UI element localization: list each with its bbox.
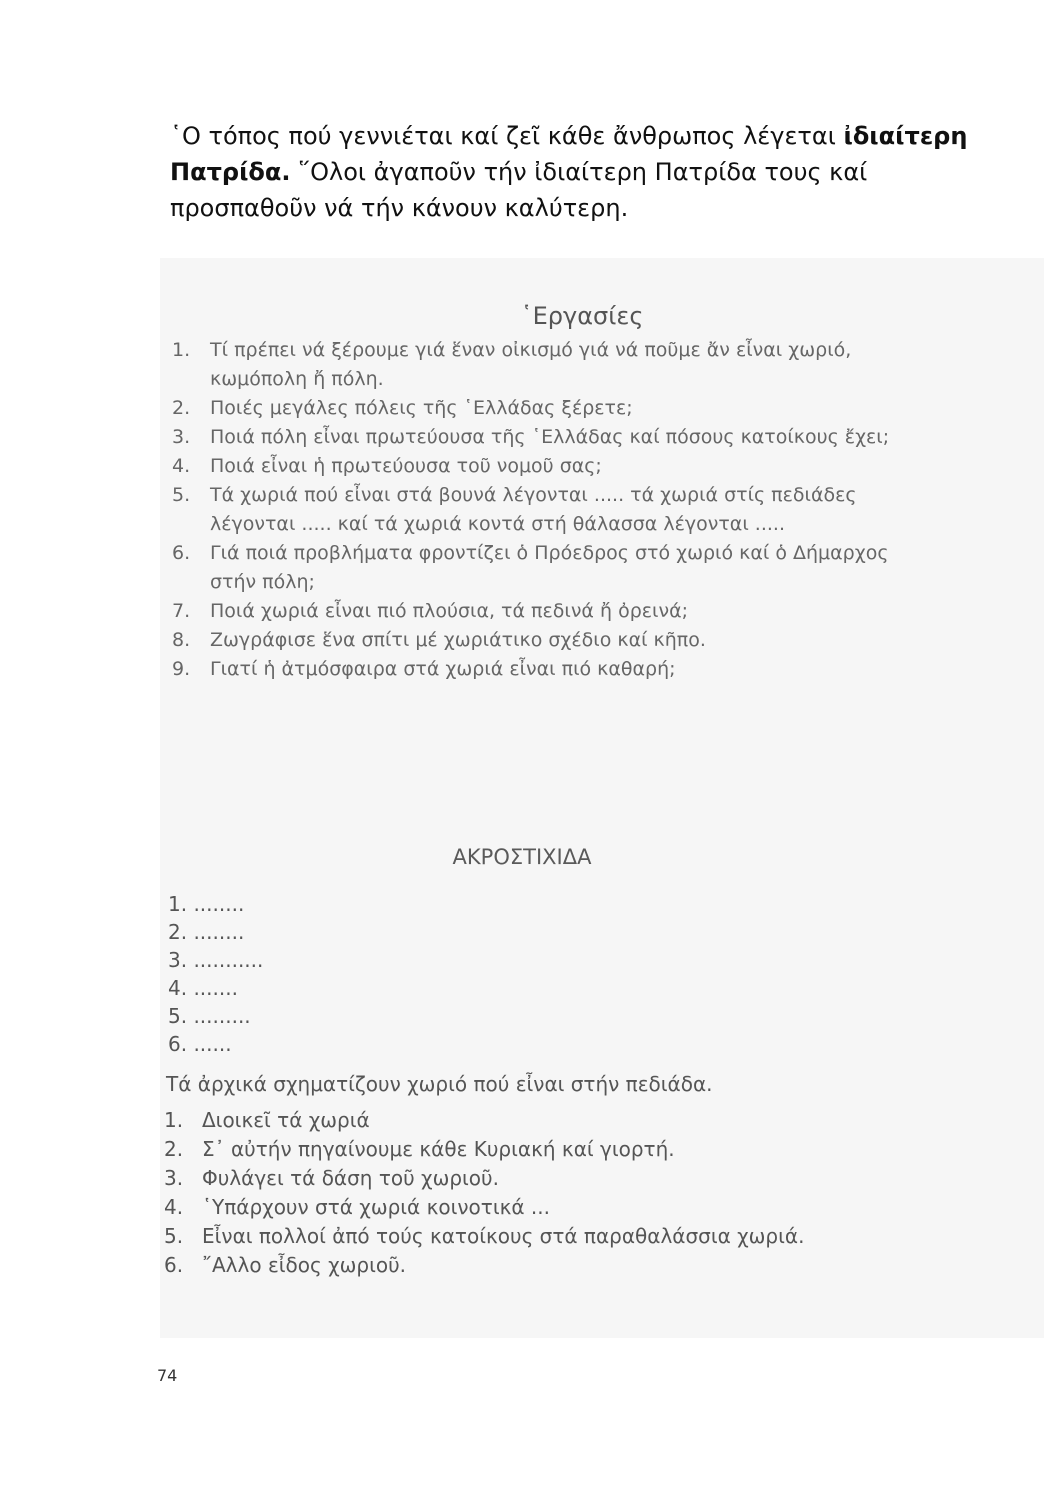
task-item (172, 394, 932, 423)
clue-item (164, 1222, 864, 1251)
task-text: Ποιά πόλη εἶναι πρωτεύουσα τῆς ῾Ελλάδας καί πόσους κατοίκους ἔχει; (210, 426, 890, 448)
intro-text-before: ῾Ο τόπος πού γεννιέται καί ζεῖ κάθε ἄνθρωπος λέγεται (170, 122, 836, 150)
clue-text: ῾Υπάρχουν στά χωριά κοινοτικά ... (202, 1195, 550, 1219)
tasks-list (172, 336, 932, 684)
acrostic-blank-line: 4. ....... (168, 976, 238, 1000)
task-item (172, 452, 932, 481)
task-text: Ποιά χωριά εἶναι πιό πλούσια, τά πεδινά ἤ ὀρεινά; (210, 600, 689, 622)
task-number: 4. (172, 455, 191, 477)
clue-item (164, 1106, 864, 1135)
task-number: 6. (172, 542, 191, 564)
clue-number: 5. (164, 1224, 184, 1248)
task-text: Ποιά εἶναι ἡ πρωτεύουσα τοῦ νομοῦ σας; (210, 455, 602, 477)
task-text: Τά χωριά πού εἶναι στά βουνά λέγονται ..... τά χωριά στίς πεδιάδες λέγονται ..... καί τά χωριά κοντά στή θάλασσα λέγονται ..... (210, 484, 857, 535)
task-number: 5. (172, 484, 191, 506)
clue-number: 4. (164, 1195, 184, 1219)
task-item (172, 539, 932, 597)
clue-item (164, 1193, 864, 1222)
task-text: Ζωγράφισε ἕνα σπίτι μέ χωριάτικο σχέδιο καί κῆπο. (210, 629, 706, 651)
task-item (172, 423, 932, 452)
intro-text-after: ῞Ολοι ἀγαποῦν τήν ἰδιαίτερη Πατρίδα τους καί προσπαθοῦν νά τήν κάνουν καλύτερη. (170, 158, 868, 222)
task-text: Τί πρέπει νά ξέρουμε γιά ἕναν οἰκισμό γιά νά ποῦμε ἄν εἶναι χωριό, κωμόπολη ἤ πόλη. (210, 339, 852, 390)
acrostic-blank-line: 2. ........ (168, 920, 245, 944)
acrostic-blank-line: 6. ...... (168, 1032, 232, 1056)
task-number: 8. (172, 629, 191, 651)
acrostic-blank-line: 1. ........ (168, 892, 245, 916)
clue-text: ῎Αλλο εἶδος χωριοῦ. (202, 1253, 407, 1277)
task-item (172, 597, 932, 626)
acrostic-blanks (168, 890, 263, 1058)
clue-number: 2. (164, 1137, 184, 1161)
clue-item (164, 1164, 864, 1193)
tasks-heading: ῾Εργασίες (520, 302, 644, 330)
intro-paragraph (170, 118, 980, 226)
intro-bold-term: ἰδιαίτερη Πατρίδα. (170, 122, 968, 186)
task-text: Γιατί ἡ ἀτμόσφαιρα στά χωριά εἶναι πιό καθαρή; (210, 658, 676, 680)
acrostic-blank-line: 5. ......... (168, 1004, 251, 1028)
task-item (172, 481, 932, 539)
clue-item (164, 1135, 864, 1164)
task-item (172, 626, 932, 655)
page-number: 74 (157, 1366, 178, 1385)
acrostic-blank-line: 3. ........... (168, 948, 264, 972)
task-number: 9. (172, 658, 191, 680)
clue-text: Διοικεῖ τά χωριά (202, 1108, 370, 1132)
clue-number: 3. (164, 1166, 184, 1190)
acrostic-instruction: Τά ἀρχικά σχηματίζουν χωριό πού εἶναι στήν πεδιάδα. (166, 1072, 713, 1096)
acrostic-heading: ΑΚΡΟΣΤΙΧΙΔΑ (452, 845, 592, 869)
task-number: 2. (172, 397, 191, 419)
task-number: 3. (172, 426, 191, 448)
clue-number: 1. (164, 1108, 184, 1132)
task-item (172, 336, 932, 394)
clue-text: Σ᾽ αὐτήν πηγαίνουμε κάθε Κυριακή καί γιορτή. (202, 1137, 675, 1161)
task-text: Γιά ποιά προβλήματα φροντίζει ὁ Πρόεδρος στό χωριό καί ὁ Δήμαρχος στήν πόλη; (210, 542, 889, 593)
acrostic-clues (164, 1106, 864, 1280)
task-item (172, 655, 932, 684)
clue-number: 6. (164, 1253, 184, 1277)
clue-text: Φυλάγει τά δάση τοῦ χωριοῦ. (202, 1166, 499, 1190)
task-number: 1. (172, 339, 191, 361)
task-text: Ποιές μεγάλες πόλεις τῆς ῾Ελλάδας ξέρετε; (210, 397, 633, 419)
clue-text: Εἶναι πολλοί ἀπό τούς κατοίκους στά παραθαλάσσια χωριά. (202, 1224, 805, 1248)
clue-item (164, 1251, 864, 1280)
task-number: 7. (172, 600, 191, 622)
